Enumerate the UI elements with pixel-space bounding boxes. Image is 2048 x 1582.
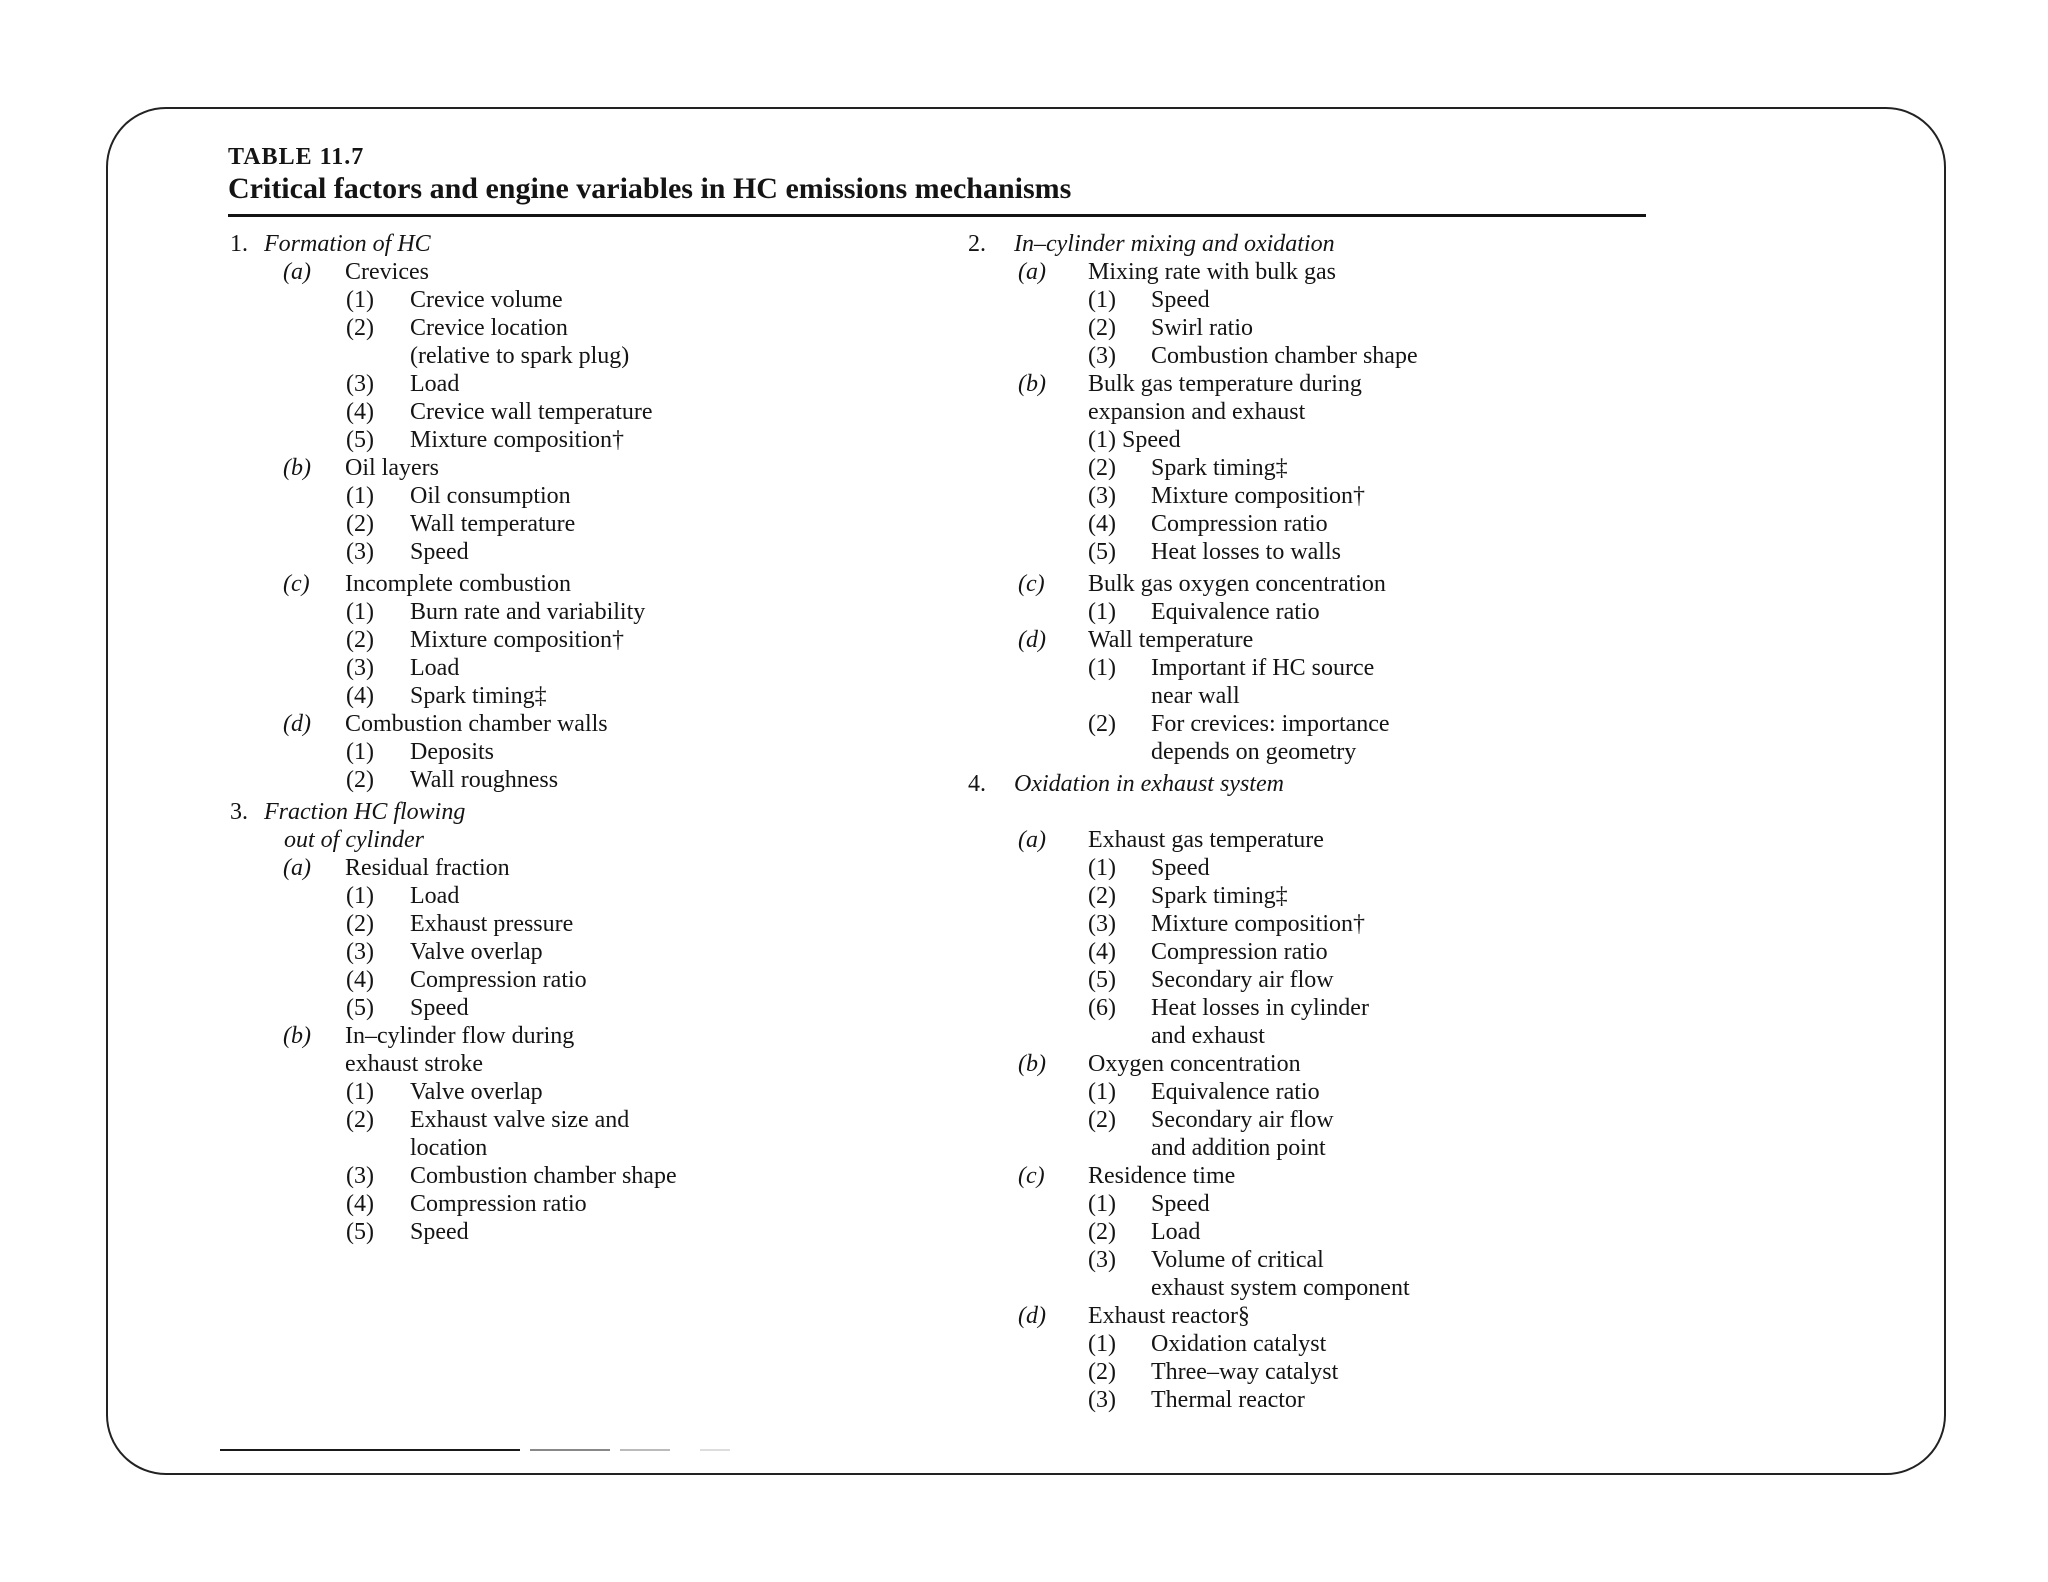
item-marker: (6) bbox=[1088, 995, 1116, 1021]
subsection-marker: (d) bbox=[283, 711, 311, 737]
subsection-title: Wall temperature bbox=[1088, 627, 1254, 653]
item-text: and addition point bbox=[1151, 1135, 1326, 1161]
list-item bbox=[968, 654, 1748, 682]
section-number: 4. bbox=[968, 771, 986, 797]
subsection-heading bbox=[968, 570, 1748, 598]
subsection-heading bbox=[230, 258, 990, 286]
item-text: Valve overlap bbox=[410, 939, 543, 965]
list-item bbox=[968, 710, 1748, 738]
item-text: Thermal reactor bbox=[1151, 1387, 1305, 1413]
item-text: Important if HC source bbox=[1151, 655, 1375, 681]
section-number: 2. bbox=[968, 231, 986, 257]
item-marker: (4) bbox=[1088, 939, 1116, 965]
item-marker: (2) bbox=[346, 315, 374, 341]
item-marker: (4) bbox=[346, 967, 374, 993]
item-text: Speed bbox=[1151, 287, 1210, 313]
item-text bbox=[1088, 426, 1181, 454]
list-item bbox=[968, 938, 1748, 966]
subsection-title: Bulk gas temperature during bbox=[1088, 371, 1362, 397]
item-text: Load bbox=[410, 655, 460, 681]
item-marker: (2) bbox=[346, 627, 374, 653]
subsection-title: Incomplete combustion bbox=[345, 571, 571, 597]
item-text: Oxidation catalyst bbox=[1151, 1331, 1327, 1357]
section-title: In–cylinder mixing and oxidation bbox=[1014, 231, 1335, 257]
footnote-rule-fade bbox=[530, 1449, 610, 1451]
item-text: Mixture composition† bbox=[1151, 911, 1365, 937]
item-marker: (3) bbox=[346, 1163, 374, 1189]
item-text: depends on geometry bbox=[1151, 739, 1357, 765]
item-marker: (1) bbox=[1088, 427, 1116, 453]
item-text: Secondary air flow bbox=[1151, 1107, 1334, 1133]
list-item bbox=[230, 286, 990, 314]
item-text: Heat losses in cylinder bbox=[1151, 995, 1369, 1021]
item-marker: (3) bbox=[1088, 1387, 1116, 1413]
subsection-heading bbox=[230, 454, 990, 482]
item-text: Burn rate and variability bbox=[410, 599, 646, 625]
list-item bbox=[230, 966, 990, 994]
item-marker: (4) bbox=[1088, 511, 1116, 537]
item-marker: (4) bbox=[346, 1191, 374, 1217]
item-text: Equivalence ratio bbox=[1151, 599, 1320, 625]
title-rule bbox=[228, 214, 1646, 217]
list-item bbox=[968, 854, 1748, 882]
subsection-heading bbox=[230, 570, 990, 598]
item-text: Compression ratio bbox=[410, 967, 587, 993]
section-heading bbox=[230, 230, 990, 258]
item-text: Oil consumption bbox=[410, 483, 571, 509]
item-text: Load bbox=[410, 883, 460, 909]
section-number: 3. bbox=[230, 799, 248, 825]
item-text: (relative to spark plug) bbox=[410, 343, 630, 369]
subsection-title: Residual fraction bbox=[345, 855, 510, 881]
item-text: Three–way catalyst bbox=[1151, 1359, 1339, 1385]
item-marker: (1) bbox=[1088, 855, 1116, 881]
subsection-marker: (c) bbox=[1018, 1163, 1045, 1189]
item-text: location bbox=[410, 1135, 488, 1161]
item-marker: (1) bbox=[346, 599, 374, 625]
item-text: For crevices: importance bbox=[1151, 711, 1390, 737]
item-marker: (2) bbox=[1088, 883, 1116, 909]
item-text: Crevice location bbox=[410, 315, 568, 341]
item-marker: (4) bbox=[346, 683, 374, 709]
list-item bbox=[230, 882, 990, 910]
list-item bbox=[230, 654, 990, 682]
item-marker: (5) bbox=[346, 995, 374, 1021]
section-heading bbox=[230, 798, 990, 826]
list-item bbox=[230, 938, 990, 966]
item-marker: (1) bbox=[346, 287, 374, 313]
section-title: Formation of HC bbox=[264, 231, 431, 257]
list-item bbox=[230, 1106, 990, 1134]
item-text: Compression ratio bbox=[410, 1191, 587, 1217]
section-title: Fraction HC flowing bbox=[264, 799, 466, 825]
subsection-title: Exhaust gas temperature bbox=[1088, 827, 1324, 853]
item-text: Wall temperature bbox=[410, 511, 576, 537]
list-item-continuation bbox=[968, 1022, 1748, 1050]
item-marker: (3) bbox=[1088, 1247, 1116, 1273]
item-marker: (3) bbox=[1088, 483, 1116, 509]
item-marker: (5) bbox=[1088, 967, 1116, 993]
item-marker: (2) bbox=[1088, 1219, 1116, 1245]
item-text: Wall roughness bbox=[410, 767, 559, 793]
list-item bbox=[968, 1330, 1748, 1358]
item-text: Exhaust valve size and bbox=[410, 1107, 630, 1133]
item-text: Compression ratio bbox=[1151, 939, 1328, 965]
list-item bbox=[968, 1078, 1748, 1106]
item-text: Compression ratio bbox=[1151, 511, 1328, 537]
item-text: Speed bbox=[1121, 427, 1181, 453]
list-item bbox=[230, 994, 990, 1022]
list-item bbox=[230, 598, 990, 626]
item-marker: (2) bbox=[1088, 315, 1116, 341]
subsection-heading bbox=[230, 854, 990, 882]
item-marker: (1) bbox=[1088, 287, 1116, 313]
item-text: Exhaust pressure bbox=[410, 911, 574, 937]
item-text: Crevice wall temperature bbox=[410, 399, 653, 425]
item-marker: (1) bbox=[346, 483, 374, 509]
list-item bbox=[968, 454, 1748, 482]
footnote-rule bbox=[220, 1449, 520, 1451]
item-marker: (2) bbox=[1088, 1107, 1116, 1133]
list-item bbox=[230, 370, 990, 398]
item-text: Mixture composition† bbox=[410, 427, 624, 453]
list-item bbox=[230, 398, 990, 426]
item-text: Equivalence ratio bbox=[1151, 1079, 1320, 1105]
item-text: exhaust system component bbox=[1151, 1275, 1410, 1301]
list-item bbox=[230, 1218, 990, 1246]
item-text: Volume of critical bbox=[1151, 1247, 1324, 1273]
section-number: 1. bbox=[230, 231, 248, 257]
subsection-heading bbox=[968, 1302, 1748, 1330]
item-marker: (5) bbox=[1088, 539, 1116, 565]
list-item bbox=[968, 510, 1748, 538]
subsection-title: Oil layers bbox=[345, 455, 439, 481]
subsection-marker: (a) bbox=[283, 855, 311, 881]
item-text: Speed bbox=[1151, 855, 1210, 881]
subsection-marker: (c) bbox=[1018, 571, 1045, 597]
item-text: Crevice volume bbox=[410, 287, 563, 313]
item-marker: (5) bbox=[346, 427, 374, 453]
list-item bbox=[230, 682, 990, 710]
list-item bbox=[230, 426, 990, 454]
section-title: Oxidation in exhaust system bbox=[1014, 771, 1284, 797]
item-marker: (1) bbox=[346, 1079, 374, 1105]
subsection-heading bbox=[968, 370, 1748, 398]
item-marker: (1) bbox=[346, 883, 374, 909]
subsection-title: Residence time bbox=[1088, 1163, 1236, 1189]
item-text: Mixture composition† bbox=[1151, 483, 1365, 509]
list-item bbox=[968, 1190, 1748, 1218]
subsection-heading bbox=[230, 710, 990, 738]
item-text: Deposits bbox=[410, 739, 494, 765]
list-item bbox=[230, 1190, 990, 1218]
list-item-continuation bbox=[230, 1134, 990, 1162]
subsection-heading bbox=[968, 1162, 1748, 1190]
list-item bbox=[968, 426, 1748, 454]
item-text: Mixture composition† bbox=[410, 627, 624, 653]
item-marker: (3) bbox=[1088, 911, 1116, 937]
item-marker: (2) bbox=[346, 767, 374, 793]
item-text: Speed bbox=[410, 1219, 469, 1245]
item-text: Load bbox=[410, 371, 460, 397]
subsection-title: expansion and exhaust bbox=[1088, 399, 1306, 425]
item-text: Speed bbox=[410, 539, 469, 565]
item-marker: (3) bbox=[1088, 343, 1116, 369]
list-item-continuation bbox=[968, 738, 1748, 766]
item-text: Heat losses to walls bbox=[1151, 539, 1341, 565]
subsection-title: Crevices bbox=[345, 259, 429, 285]
item-marker: (3) bbox=[346, 371, 374, 397]
item-marker: (2) bbox=[1088, 711, 1116, 737]
subsection-heading-continuation bbox=[968, 398, 1748, 426]
section-heading bbox=[968, 770, 1748, 798]
list-item bbox=[968, 286, 1748, 314]
list-item bbox=[968, 1106, 1748, 1134]
subsection-title: Oxygen concentration bbox=[1088, 1051, 1301, 1077]
item-marker: (2) bbox=[1088, 455, 1116, 481]
list-item bbox=[230, 738, 990, 766]
subsection-title: In–cylinder flow during bbox=[345, 1023, 575, 1049]
subsection-title: Mixing rate with bulk gas bbox=[1088, 259, 1336, 285]
item-marker: (2) bbox=[346, 1107, 374, 1133]
list-item-continuation bbox=[968, 682, 1748, 710]
subsection-heading bbox=[230, 1022, 990, 1050]
list-item bbox=[968, 1246, 1748, 1274]
item-text: Spark timing‡ bbox=[1151, 883, 1288, 909]
list-item bbox=[968, 538, 1748, 566]
list-item bbox=[230, 314, 990, 342]
list-item bbox=[968, 1218, 1748, 1246]
item-text: Speed bbox=[1151, 1191, 1210, 1217]
subsection-marker: (d) bbox=[1018, 1303, 1046, 1329]
subsection-marker: (a) bbox=[1018, 827, 1046, 853]
footnote-rule-fade bbox=[700, 1449, 730, 1451]
list-item bbox=[968, 1358, 1748, 1386]
table-title: Critical factors and engine variables in HC emissions mechanisms bbox=[228, 172, 1072, 205]
left-column bbox=[230, 230, 990, 1246]
list-item bbox=[230, 766, 990, 794]
subsection-marker: (b) bbox=[283, 1023, 311, 1049]
subsection-marker: (d) bbox=[1018, 627, 1046, 653]
subsection-heading bbox=[968, 258, 1748, 286]
item-text: Load bbox=[1151, 1219, 1201, 1245]
item-marker: (3) bbox=[346, 939, 374, 965]
item-marker: (3) bbox=[346, 655, 374, 681]
list-item bbox=[968, 994, 1748, 1022]
item-text: Combustion chamber shape bbox=[410, 1163, 677, 1189]
item-marker: (1) bbox=[1088, 655, 1116, 681]
subsection-heading bbox=[968, 826, 1748, 854]
section-heading-continuation bbox=[230, 826, 990, 854]
item-marker: (2) bbox=[1088, 1359, 1116, 1385]
item-text: Swirl ratio bbox=[1151, 315, 1253, 341]
list-item bbox=[230, 1078, 990, 1106]
footnote-rule-fade bbox=[620, 1449, 670, 1451]
list-item bbox=[968, 882, 1748, 910]
subsection-marker: (a) bbox=[1018, 259, 1046, 285]
subsection-marker: (c) bbox=[283, 571, 310, 597]
list-item bbox=[230, 910, 990, 938]
table-label: TABLE 11.7 bbox=[228, 144, 365, 170]
item-text: near wall bbox=[1151, 683, 1240, 709]
item-marker: (1) bbox=[1088, 1191, 1116, 1217]
item-marker: (4) bbox=[346, 399, 374, 425]
subsection-heading bbox=[968, 626, 1748, 654]
item-marker: (1) bbox=[1088, 1331, 1116, 1357]
item-text: Secondary air flow bbox=[1151, 967, 1334, 993]
list-item bbox=[968, 1386, 1748, 1414]
list-item bbox=[230, 538, 990, 566]
item-text: Valve overlap bbox=[410, 1079, 543, 1105]
list-item-continuation bbox=[968, 1134, 1748, 1162]
item-marker: (1) bbox=[346, 739, 374, 765]
list-item bbox=[968, 314, 1748, 342]
list-item-continuation bbox=[230, 342, 990, 370]
list-item bbox=[968, 482, 1748, 510]
item-text: Spark timing‡ bbox=[1151, 455, 1288, 481]
subsection-marker: (b) bbox=[1018, 371, 1046, 397]
list-item bbox=[968, 342, 1748, 370]
list-item bbox=[230, 482, 990, 510]
item-marker: (1) bbox=[1088, 599, 1116, 625]
list-item bbox=[230, 1162, 990, 1190]
item-text: Combustion chamber shape bbox=[1151, 343, 1418, 369]
list-item bbox=[968, 966, 1748, 994]
list-item bbox=[968, 910, 1748, 938]
item-text: Spark timing‡ bbox=[410, 683, 547, 709]
subsection-title: Combustion chamber walls bbox=[345, 711, 608, 737]
list-item bbox=[230, 626, 990, 654]
subsection-marker: (b) bbox=[1018, 1051, 1046, 1077]
subsection-marker: (a) bbox=[283, 259, 311, 285]
item-text: and exhaust bbox=[1151, 1023, 1265, 1049]
subsection-heading-continuation bbox=[230, 1050, 990, 1078]
right-column bbox=[968, 230, 1748, 1414]
subsection-heading bbox=[968, 1050, 1748, 1078]
item-marker: (3) bbox=[346, 539, 374, 565]
subsection-title: Bulk gas oxygen concentration bbox=[1088, 571, 1386, 597]
item-marker: (2) bbox=[346, 511, 374, 537]
subsection-title: exhaust stroke bbox=[345, 1051, 483, 1077]
list-item bbox=[230, 510, 990, 538]
list-item bbox=[968, 598, 1748, 626]
item-marker: (2) bbox=[346, 911, 374, 937]
subsection-marker: (b) bbox=[283, 455, 311, 481]
item-marker: (5) bbox=[346, 1219, 374, 1245]
item-text: Speed bbox=[410, 995, 469, 1021]
section-title: out of cylinder bbox=[284, 827, 424, 853]
section-heading bbox=[968, 230, 1748, 258]
subsection-title: Exhaust reactor§ bbox=[1088, 1303, 1250, 1329]
item-marker: (1) bbox=[1088, 1079, 1116, 1105]
list-item-continuation bbox=[968, 1274, 1748, 1302]
